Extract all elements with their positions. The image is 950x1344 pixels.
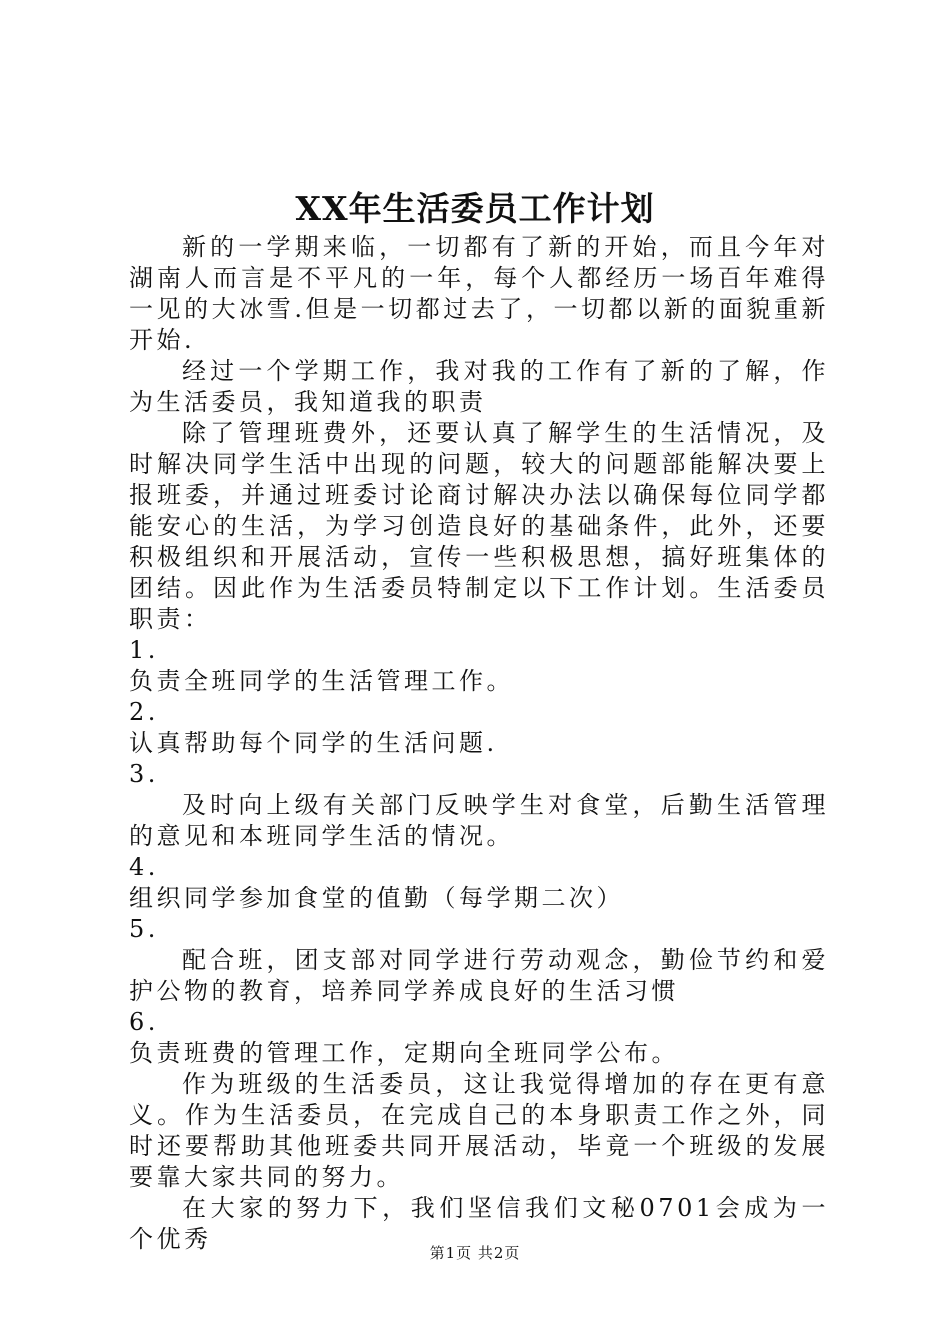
list-item-6: 负责班费的管理工作，定期向全班同学公布。 (129, 1039, 679, 1067)
document-body (129, 232, 829, 1255)
list-item-1: 负责全班同学的生活管理工作。 (129, 667, 514, 695)
list-number-6: 6. (129, 1008, 159, 1036)
list-item-2: 认真帮助每个同学的生活问题. (129, 729, 498, 757)
document-title: XX年生活委员工作计划 (295, 189, 655, 228)
list-number-5: 5. (129, 915, 159, 943)
paragraph-meaning: 作为班级的生活委员，这让我觉得增加的存在更有意义。作为生活委员，在完成自己的本身职责工作之外，同时还要帮助其他班委共同开展活动，毕竟一个班级的发展要靠大家共同的努力。 (129, 1070, 829, 1191)
paragraph-intro: 新的一学期来临，一切都有了新的开始，而且今年对湖南人而言是不平凡的一年，每个人都经历一场百年难得一见的大冰雪.但是一切都过去了，一切都以新的面貌重新开始. (129, 233, 829, 354)
list-number-4: 4. (129, 853, 159, 881)
list-item-3: 及时向上级有关部门反映学生对食堂，后勤生活管理的意见和本班同学生活的情况。 (129, 791, 829, 850)
list-number-3: 3. (129, 760, 159, 788)
paragraph-closing: 在大家的努力下，我们坚信我们文秘0701会成为一个优秀 (129, 1194, 829, 1253)
list-item-4: 组织同学参加食堂的值勤（每学期二次） (129, 884, 624, 912)
paragraph-responsibility: 经过一个学期工作，我对我的工作有了新的了解，作为生活委员，我知道我的职责 (129, 357, 829, 416)
list-number-1: 1. (129, 636, 159, 664)
list-number-2: 2. (129, 698, 159, 726)
paragraph-duties: 除了管理班费外，还要认真了解学生的生活情况，及时解决同学生活中出现的问题，较大的问题部能解决要上报班委，并通过班委讨论商讨解决办法以确保每位同学都能安心的生活，为学习创造良好的基础条件，此外，还要积极组织和开展活动，宣传一些积极思想，搞好班集体的团结。因此作为生活委员特制定以下工作计划。生活委员职责： (129, 419, 829, 633)
page-indicator: 第1页 共2页 (429, 1244, 521, 1262)
list-item-5: 配合班，团支部对同学进行劳动观念，勤俭节约和爱护公物的教育，培养同学养成良好的生活习惯 (129, 946, 829, 1005)
